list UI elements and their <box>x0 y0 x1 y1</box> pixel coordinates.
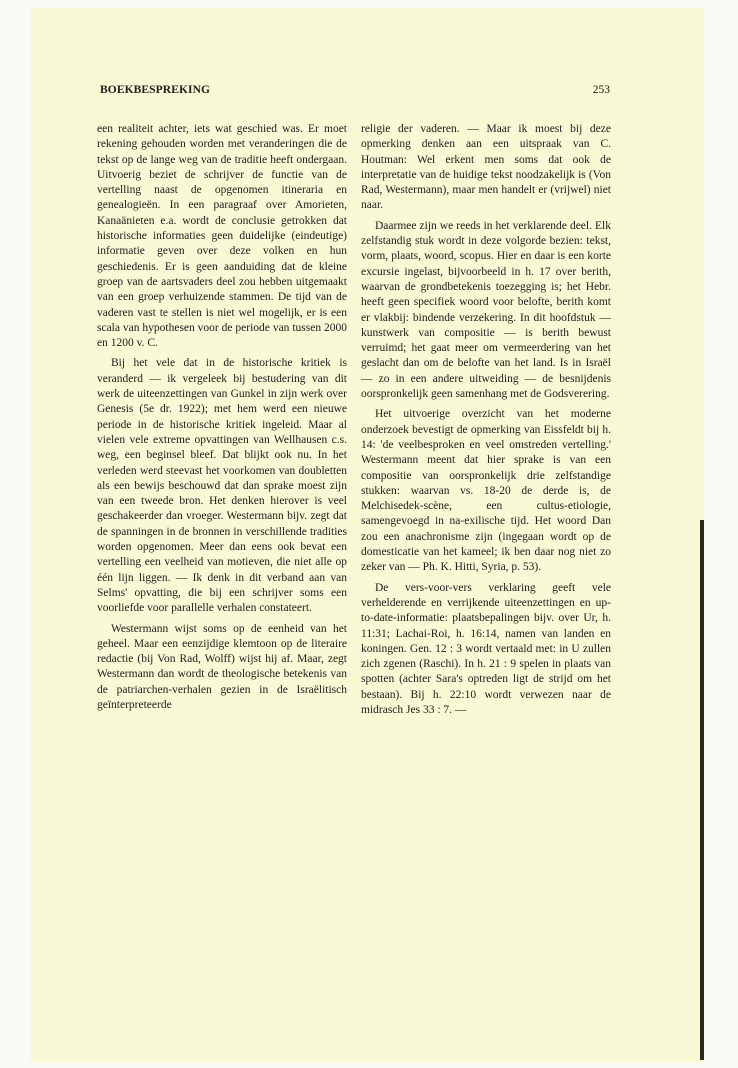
right-column <box>361 122 611 718</box>
paragraph: Westermann wijst soms op de eenheid van het geheel. Maar een eenzijdige klemtoon op de literaire redactie (bij Von Rad, Wolff) wijst hij af. Maar, zegt Westermann dan wordt de theologische betekenis van de patriarchen-verhalen gezien in de Israëlitisch geïnterpreteerde <box>97 622 347 711</box>
paragraph: Het uitvoerige overzicht van het moderne onderzoek bevestigt de opmerking van Eissfeldt bij h. 14: 'de veelbesproken en veel omstreden vertelling.' Westermann meent dat hier sprake is van een compositie van oorspronkelijk drie zelfstandige stukken: waarvan vs. 18-20 de derde is, de Melchisedek-scène, een cultus-etiologie, samengevoegd in na-exilische tijd. Het woord Dan zou een anachronisme zijn (ingegaan wordt op de domesticatie van het kameel; ik ben daar nog niet zo zeker van — Ph. K. Hitti, Syria, p. 53). <box>361 408 611 574</box>
page-header <box>100 84 610 100</box>
paragraph: Bij het vele dat in de historische kritiek is veranderd — ik vergeleek bij bestudering van dit werk de uiteenzettingen van Gunkel in zijn werk over Genesis (5e dr. 1922); met hem werd een nieuwe periode in de historische kritiek ingeleid. Maar al vielen vele extreme opvattingen van Wellhausen c.s. weg, een beginsel bleef. Dat blijkt ook nu. In het verleden werd steevast het voorkomen van doubletten als een bewijs beschouwd dat dan sprake moest zijn van een tweede bron. Het denken hierover is veel geschakeerder dan vroeger. Westermann bijv. zegt dat de spanningen in de bronnen in verschillende tradities worden opgenomen. Meer dan eens ook bevat een vertelling een veelheid van motieven, die niet alle op één lijn liggen. — Ik denk in dit verband aan van Selms' opvatting, die bij een schrijver soms een voorliefde voor parallelle verhalen constateert. <box>97 357 347 615</box>
paragraph: Daarmee zijn we reeds in het verklarende deel. Elk zelfstandig stuk wordt in deze volgorde bezien: tekst, vorm, plaats, woord, scopus. Hier en daar is een korte excursie ingelast, bijvoorbeeld in h. 17 over berith, waarvan de grondbetekenis toezegging is; het Hebr. heeft geen specifiek woord voor belofte, berith komt er vlakbij: bindende verzekering. In dit hoofdstuk — kunstwerk van compositie — is berith bewust verruimd; het gaat meer om vermeerdering van het geslacht dan om de belofte van het land. Is in Israël — zo in een andere uitweiding — de besnijdenis oorspronkelijk geen samenhang met de Godsverering. <box>361 219 611 401</box>
running-title: BOEKBESPREKING <box>100 84 211 96</box>
left-column <box>97 122 347 713</box>
scan-edge-shadow <box>700 520 704 1060</box>
paragraph: een realiteit achter, iets wat geschied was. Er moet rekening gehouden worden met veranderingen die de tekst op de lange weg van de traditie heeft ondergaan. Uitvoerig beziet de schrijver de functie van de vertelling naast de opgenomen itineraria en genealogieën. In een paragraaf over Amorieten, Kanaänieten e.a. wordt de conclusie getrokken dat historische informaties geen duidelijke (eindeutige) informatie geven over deze volken en hun geschiedenis. Er is geen aanduiding dat de kleine groep van de aartsvaders deel zou hebben uitgemaakt van een groep verhuizende stammen. De tijd van de vaderen vast te stellen is niet wel mogelijk, er is een scala van hypothesen voor de periode van tussen 2000 en 1200 v. C. <box>97 123 347 350</box>
paragraph: De vers-voor-vers verklaring geeft vele verhelderende en verrijkende uiteenzettingen en up-to-date-informatie: plaatsbepalingen bijv. over Ur, h. 11:31; Lachai-Roi, h. 16:14, namen van landen en koningen. Gen. 12 : 3 wordt vertaald met: in U zullen zich zgenen (Raschi). In h. 21 : 9 spelen in plaats van spotten (achter Sara's optreden ligt de strijd om het bestaan). Bij h. 22:10 wordt verwezen naar de midrasch Jes 33 : 7. — <box>361 581 611 716</box>
paragraph: religie der vaderen. — Maar ik moest bij deze opmerking denken aan een uitspraak van C. Houtman: Wel erkent men soms dat ook de interpretatie van de huidige tekst noodzakelijk is (Von Rad, Westermann), maar men handelt er (vrijwel) niet naar. <box>361 123 611 212</box>
page-number: 253 <box>592 84 610 96</box>
